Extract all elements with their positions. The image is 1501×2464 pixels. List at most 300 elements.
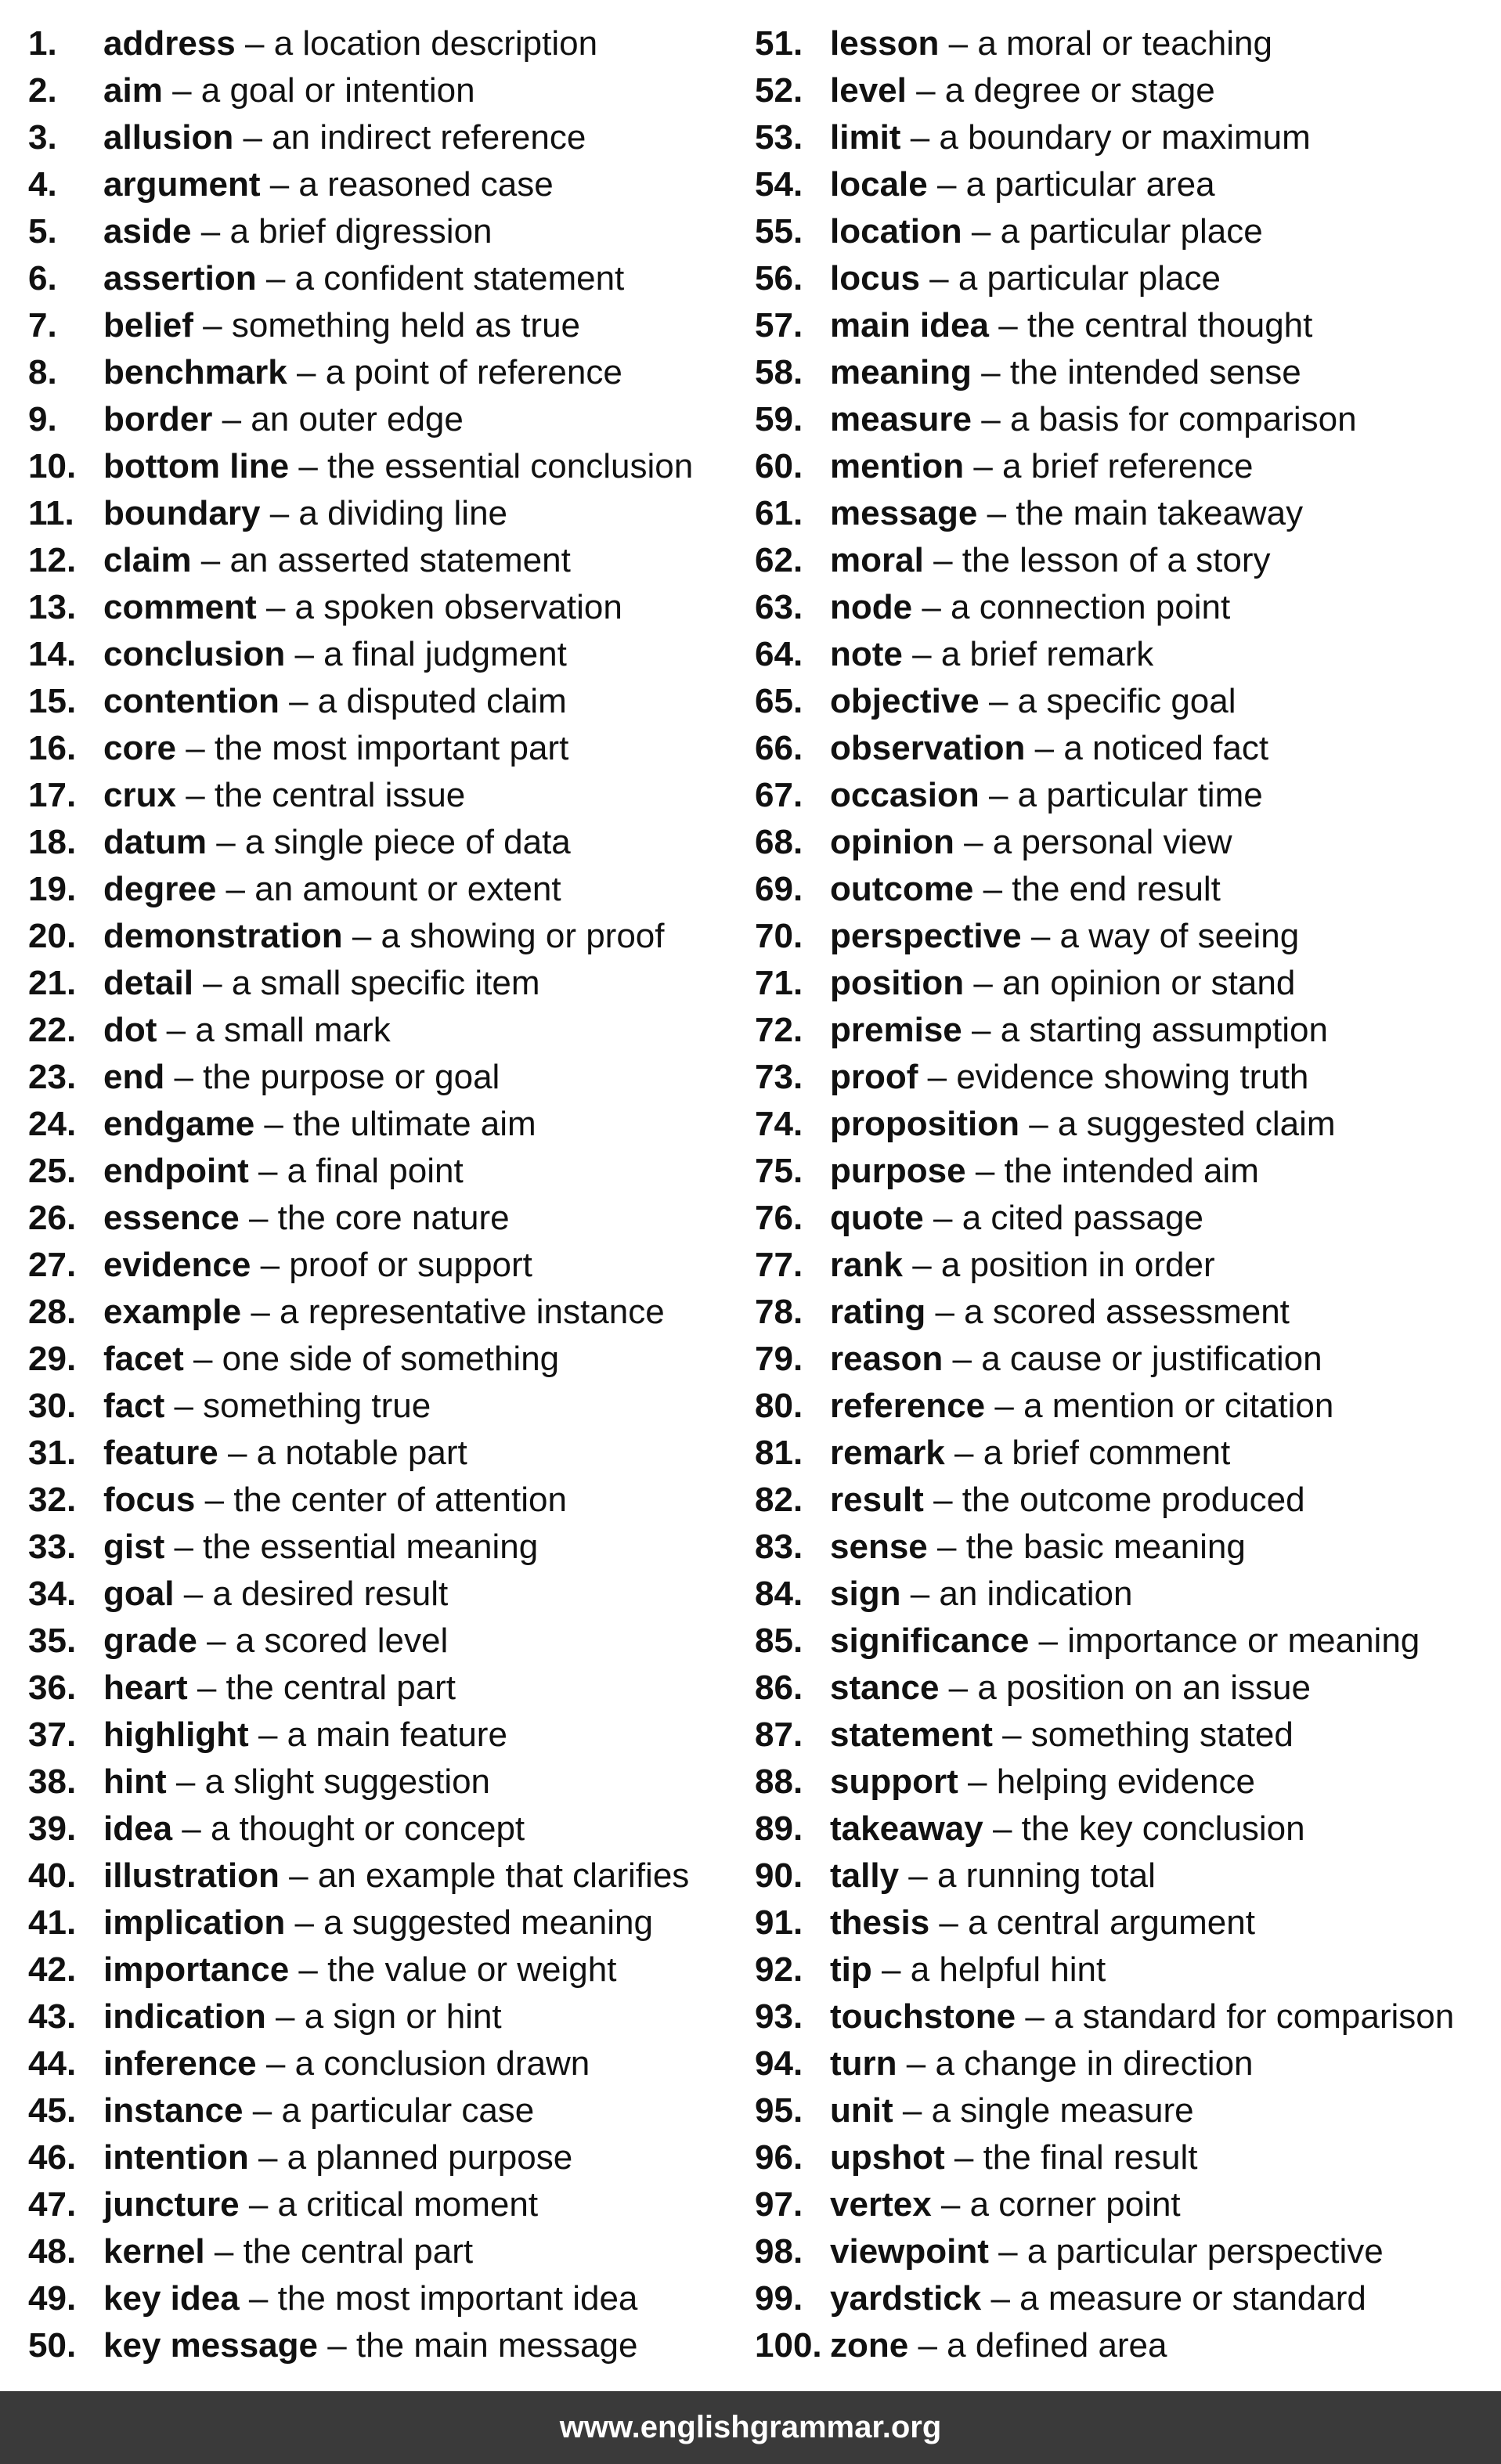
item-term: benchmark xyxy=(103,353,287,391)
item-number: 92. xyxy=(755,1950,803,1989)
item-number: 63. xyxy=(755,588,803,626)
list-item xyxy=(28,960,733,1007)
item-term: implication xyxy=(103,1903,286,1942)
item-definition: – a confident statement xyxy=(265,259,625,298)
list-item xyxy=(755,1571,1491,1618)
item-term: border xyxy=(103,400,213,438)
list-item xyxy=(755,114,1491,161)
item-definition: – a central argument xyxy=(939,1903,1255,1942)
item-term: inference xyxy=(103,2044,257,2083)
item-number: 79. xyxy=(755,1340,803,1378)
item-number: 24. xyxy=(28,1105,77,1143)
item-definition: – one side of something xyxy=(193,1340,560,1378)
list-item xyxy=(755,1806,1491,1853)
item-number: 84. xyxy=(755,1575,803,1613)
item-number: 74. xyxy=(755,1105,803,1143)
item-term: upshot xyxy=(830,2138,945,2177)
list-item xyxy=(755,1054,1491,1101)
item-definition: – the essential conclusion xyxy=(298,447,694,485)
list-item xyxy=(28,1101,733,1148)
list-item xyxy=(28,443,733,490)
item-definition: – a running total xyxy=(908,1856,1156,1895)
item-definition: – a particular perspective xyxy=(998,2232,1384,2271)
item-definition: – a location description xyxy=(245,24,598,63)
item-definition: – a dividing line xyxy=(269,494,508,532)
item-number: 45. xyxy=(28,2091,77,2130)
item-term: instance xyxy=(103,2091,244,2130)
item-definition: – a specific goal xyxy=(988,682,1236,720)
item-definition: – a disputed claim xyxy=(289,682,567,720)
item-term: hint xyxy=(103,1762,167,1801)
list-item xyxy=(28,772,733,819)
item-number: 87. xyxy=(755,1715,803,1754)
item-number: 95. xyxy=(755,2091,803,2130)
item-number: 47. xyxy=(28,2185,77,2224)
item-definition: – a main feature xyxy=(258,1715,507,1754)
list-item xyxy=(755,1665,1491,1712)
list-item xyxy=(28,1007,733,1054)
item-term: importance xyxy=(103,1950,290,1989)
item-term: datum xyxy=(103,823,207,861)
item-number: 93. xyxy=(755,1997,803,2036)
item-number: 65. xyxy=(755,682,803,720)
list-item xyxy=(28,2040,733,2087)
item-definition: – a planned purpose xyxy=(258,2138,573,2177)
item-term: indication xyxy=(103,1997,266,2036)
item-definition: – a particular case xyxy=(252,2091,535,2130)
list-item xyxy=(755,490,1491,537)
item-term: fact xyxy=(103,1387,165,1425)
item-term: yardstick xyxy=(830,2279,982,2318)
list-item xyxy=(28,1618,733,1665)
item-number: 61. xyxy=(755,494,803,532)
list-item xyxy=(755,2087,1491,2134)
item-definition: – the outcome produced xyxy=(933,1481,1305,1519)
item-number: 72. xyxy=(755,1011,803,1049)
item-definition: – the key conclusion xyxy=(992,1809,1305,1848)
list-item xyxy=(28,1289,733,1336)
item-definition: – a particular area xyxy=(936,165,1215,204)
item-number: 3. xyxy=(28,118,57,157)
item-definition: – the central thought xyxy=(998,306,1313,345)
item-definition: – a connection point xyxy=(922,588,1231,626)
item-term: belief xyxy=(103,306,193,345)
item-definition: – the purpose or goal xyxy=(174,1058,500,1096)
item-definition: – a moral or teaching xyxy=(948,24,1272,63)
item-term: claim xyxy=(103,541,192,579)
item-definition: – a particular place xyxy=(929,259,1221,298)
item-definition: – the ultimate aim xyxy=(264,1105,536,1143)
list-item xyxy=(755,2040,1491,2087)
item-definition: – a brief digression xyxy=(200,212,493,251)
item-number: 90. xyxy=(755,1856,803,1895)
list-item xyxy=(755,1148,1491,1195)
list-item xyxy=(755,2275,1491,2322)
list-item xyxy=(755,208,1491,255)
word-list-right-column xyxy=(755,20,1491,2369)
item-term: stance xyxy=(830,1669,940,1707)
item-term: essence xyxy=(103,1199,240,1237)
item-definition: – the value or weight xyxy=(298,1950,617,1989)
item-number: 5. xyxy=(28,212,57,251)
item-number: 14. xyxy=(28,635,77,673)
item-definition: – the most important part xyxy=(186,729,569,767)
item-number: 27. xyxy=(28,1246,77,1284)
item-number: 12. xyxy=(28,541,77,579)
item-definition: – a showing or proof xyxy=(352,917,665,955)
item-term: proof xyxy=(830,1058,918,1096)
item-number: 69. xyxy=(755,870,803,908)
item-term: thesis xyxy=(830,1903,930,1942)
item-definition: – a personal view xyxy=(964,823,1232,861)
item-term: gist xyxy=(103,1528,165,1566)
list-item xyxy=(28,1946,733,1993)
item-term: measure xyxy=(830,400,972,438)
item-number: 71. xyxy=(755,964,803,1002)
item-definition: – a thought or concept xyxy=(182,1809,525,1848)
item-term: statement xyxy=(830,1715,993,1754)
item-definition: – a scored level xyxy=(207,1622,449,1660)
item-definition: – a suggested meaning xyxy=(294,1903,653,1942)
item-term: feature xyxy=(103,1434,218,1472)
item-term: remark xyxy=(830,1434,945,1472)
item-number: 21. xyxy=(28,964,77,1002)
list-item xyxy=(28,678,733,725)
item-number: 20. xyxy=(28,917,77,955)
item-definition: – an amount or extent xyxy=(226,870,561,908)
list-item xyxy=(28,161,733,208)
item-term: level xyxy=(830,71,907,110)
item-number: 98. xyxy=(755,2232,803,2271)
item-definition: – a cause or justification xyxy=(952,1340,1322,1378)
item-number: 60. xyxy=(755,447,803,485)
item-number: 57. xyxy=(755,306,803,345)
item-definition: – something stated xyxy=(1002,1715,1294,1754)
item-definition: – a position on an issue xyxy=(948,1669,1311,1707)
list-item xyxy=(755,678,1491,725)
list-item xyxy=(28,819,733,866)
item-number: 28. xyxy=(28,1293,77,1331)
item-definition: – the main takeaway xyxy=(987,494,1304,532)
list-item xyxy=(28,913,733,960)
list-item xyxy=(28,866,733,913)
item-term: kernel xyxy=(103,2232,205,2271)
item-number: 6. xyxy=(28,259,57,298)
list-item xyxy=(28,631,733,678)
list-item xyxy=(28,2228,733,2275)
list-item xyxy=(755,1007,1491,1054)
list-item xyxy=(755,1195,1491,1242)
list-item xyxy=(28,537,733,584)
item-definition: – the center of attention xyxy=(204,1481,567,1519)
item-term: aim xyxy=(103,71,163,110)
item-number: 34. xyxy=(28,1575,77,1613)
list-item xyxy=(755,20,1491,67)
item-term: rating xyxy=(830,1293,926,1331)
item-term: conclusion xyxy=(103,635,286,673)
list-item xyxy=(755,1759,1491,1806)
word-list-left-column xyxy=(28,20,733,2369)
list-item xyxy=(28,1148,733,1195)
item-number: 68. xyxy=(755,823,803,861)
item-term: assertion xyxy=(103,259,257,298)
item-number: 38. xyxy=(28,1762,77,1801)
list-item xyxy=(28,349,733,396)
list-item xyxy=(28,1571,733,1618)
list-item xyxy=(755,1712,1491,1759)
list-item xyxy=(28,1054,733,1101)
item-term: vertex xyxy=(830,2185,932,2224)
item-term: juncture xyxy=(103,2185,240,2224)
item-term: demonstration xyxy=(103,917,343,955)
list-item xyxy=(28,2275,733,2322)
item-definition: – an indication xyxy=(910,1575,1133,1613)
item-definition: – the central part xyxy=(197,1669,456,1707)
item-number: 19. xyxy=(28,870,77,908)
list-item xyxy=(28,1899,733,1946)
item-definition: – a basis for comparison xyxy=(981,400,1357,438)
item-term: position xyxy=(830,964,965,1002)
list-item xyxy=(28,584,733,631)
list-item xyxy=(755,537,1491,584)
list-item xyxy=(755,67,1491,114)
item-number: 33. xyxy=(28,1528,77,1566)
item-definition: – a scored assessment xyxy=(935,1293,1290,1331)
item-definition: – a noticed fact xyxy=(1034,729,1269,767)
item-term: unit xyxy=(830,2091,893,2130)
list-item xyxy=(28,1430,733,1477)
item-number: 29. xyxy=(28,1340,77,1378)
list-item xyxy=(755,443,1491,490)
item-definition: – a corner point xyxy=(940,2185,1181,2224)
item-definition: – the essential meaning xyxy=(174,1528,539,1566)
item-definition: – an outer edge xyxy=(222,400,464,438)
item-definition: – a representative instance xyxy=(251,1293,665,1331)
item-definition: – a critical moment xyxy=(248,2185,539,2224)
footer-website[interactable]: www.englishgrammar.org xyxy=(559,2410,942,2444)
item-number: 85. xyxy=(755,1622,803,1660)
list-item xyxy=(28,2322,733,2369)
item-number: 53. xyxy=(755,118,803,157)
item-term: outcome xyxy=(830,870,974,908)
list-item xyxy=(28,1665,733,1712)
item-term: core xyxy=(103,729,176,767)
item-number: 9. xyxy=(28,400,57,438)
item-term: bottom line xyxy=(103,447,290,485)
item-definition: – a reasoned case xyxy=(269,165,554,204)
item-term: reason xyxy=(830,1340,944,1378)
item-definition: – a particular place xyxy=(971,212,1263,251)
item-number: 75. xyxy=(755,1152,803,1190)
item-definition: – a change in direction xyxy=(906,2044,1254,2083)
item-definition: – a boundary or maximum xyxy=(910,118,1311,157)
item-term: objective xyxy=(830,682,980,720)
item-number: 97. xyxy=(755,2185,803,2224)
item-definition: – a single measure xyxy=(902,2091,1194,2130)
item-number: 70. xyxy=(755,917,803,955)
item-number: 11. xyxy=(28,494,74,532)
item-number: 100. xyxy=(755,2326,822,2365)
list-item xyxy=(28,1993,733,2040)
item-definition: – the core nature xyxy=(248,1199,510,1237)
item-number: 56. xyxy=(755,259,803,298)
item-term: detail xyxy=(103,964,193,1002)
item-term: mention xyxy=(830,447,965,485)
item-number: 30. xyxy=(28,1387,77,1425)
item-number: 81. xyxy=(755,1434,803,1472)
item-definition: – importance or meaning xyxy=(1038,1622,1420,1660)
item-definition: – the final result xyxy=(954,2138,1198,2177)
item-term: aside xyxy=(103,212,192,251)
item-number: 86. xyxy=(755,1669,803,1707)
list-item xyxy=(755,725,1491,772)
item-number: 7. xyxy=(28,306,57,345)
item-number: 36. xyxy=(28,1669,77,1707)
item-number: 16. xyxy=(28,729,77,767)
item-definition: – the intended sense xyxy=(981,353,1301,391)
list-item xyxy=(755,2228,1491,2275)
list-item xyxy=(755,584,1491,631)
item-term: message xyxy=(830,494,978,532)
item-term: significance xyxy=(830,1622,1030,1660)
item-term: facet xyxy=(103,1340,184,1378)
item-definition: – the central issue xyxy=(186,776,466,814)
item-number: 8. xyxy=(28,353,57,391)
item-term: main idea xyxy=(830,306,989,345)
item-term: evidence xyxy=(103,1246,251,1284)
item-number: 40. xyxy=(28,1856,77,1895)
item-number: 88. xyxy=(755,1762,803,1801)
item-number: 46. xyxy=(28,2138,77,2177)
item-number: 76. xyxy=(755,1199,803,1237)
item-definition: – a spoken observation xyxy=(265,588,622,626)
item-term: rank xyxy=(830,1246,903,1284)
item-definition: – a standard for comparison xyxy=(1025,1997,1455,2036)
list-item xyxy=(755,1899,1491,1946)
list-item xyxy=(28,1195,733,1242)
item-term: sense xyxy=(830,1528,928,1566)
item-term: limit xyxy=(830,118,901,157)
list-item xyxy=(28,1712,733,1759)
list-item xyxy=(755,1618,1491,1665)
item-term: boundary xyxy=(103,494,261,532)
item-term: endgame xyxy=(103,1105,255,1143)
list-item xyxy=(755,396,1491,443)
list-item xyxy=(755,1336,1491,1383)
item-term: locale xyxy=(830,165,928,204)
item-definition: – an indirect reference xyxy=(243,118,586,157)
item-definition: – a point of reference xyxy=(297,353,622,391)
item-definition: – a final judgment xyxy=(294,635,567,673)
item-term: locus xyxy=(830,259,920,298)
list-item xyxy=(28,725,733,772)
item-definition: – a desired result xyxy=(183,1575,449,1613)
list-item xyxy=(755,1524,1491,1571)
item-number: 82. xyxy=(755,1481,803,1519)
item-number: 77. xyxy=(755,1246,803,1284)
item-term: sign xyxy=(830,1575,901,1613)
item-number: 58. xyxy=(755,353,803,391)
item-number: 67. xyxy=(755,776,803,814)
item-term: grade xyxy=(103,1622,197,1660)
item-definition: – the most important idea xyxy=(248,2279,638,2318)
item-term: location xyxy=(830,212,962,251)
item-term: highlight xyxy=(103,1715,249,1754)
item-definition: – a defined area xyxy=(918,2326,1167,2365)
item-number: 80. xyxy=(755,1387,803,1425)
item-number: 44. xyxy=(28,2044,77,2083)
list-item xyxy=(28,2181,733,2228)
item-definition: – the intended aim xyxy=(975,1152,1259,1190)
list-item xyxy=(28,2134,733,2181)
item-term: contention xyxy=(103,682,280,720)
item-definition: – a suggested claim xyxy=(1029,1105,1336,1143)
item-number: 37. xyxy=(28,1715,77,1754)
item-number: 51. xyxy=(755,24,803,63)
item-term: tally xyxy=(830,1856,900,1895)
item-definition: – a starting assumption xyxy=(972,1011,1328,1049)
list-item xyxy=(755,1101,1491,1148)
item-definition: – a mention or citation xyxy=(994,1387,1334,1425)
list-item xyxy=(28,2087,733,2134)
item-number: 94. xyxy=(755,2044,803,2083)
item-term: dot xyxy=(103,1011,157,1049)
list-item xyxy=(755,2181,1491,2228)
item-definition: – a small specific item xyxy=(203,964,540,1002)
item-definition: – a degree or stage xyxy=(916,71,1215,110)
item-number: 22. xyxy=(28,1011,77,1049)
item-definition: – a position in order xyxy=(912,1246,1215,1284)
item-term: zone xyxy=(830,2326,909,2365)
item-term: endpoint xyxy=(103,1152,249,1190)
item-term: illustration xyxy=(103,1856,280,1895)
list-item xyxy=(28,1806,733,1853)
list-item xyxy=(28,490,733,537)
item-number: 32. xyxy=(28,1481,77,1519)
item-definition: – the central part xyxy=(214,2232,474,2271)
list-item xyxy=(755,631,1491,678)
item-number: 26. xyxy=(28,1199,77,1237)
item-number: 4. xyxy=(28,165,57,204)
item-term: goal xyxy=(103,1575,175,1613)
item-number: 1. xyxy=(28,24,57,63)
item-term: premise xyxy=(830,1011,962,1049)
item-term: heart xyxy=(103,1669,188,1707)
item-term: tip xyxy=(830,1950,872,1989)
item-term: key message xyxy=(103,2326,318,2365)
list-item xyxy=(755,819,1491,866)
item-definition: – a particular time xyxy=(988,776,1263,814)
list-item xyxy=(755,1430,1491,1477)
item-number: 55. xyxy=(755,212,803,251)
item-number: 41. xyxy=(28,1903,77,1942)
list-item xyxy=(755,1242,1491,1289)
item-number: 52. xyxy=(755,71,803,110)
item-number: 15. xyxy=(28,682,77,720)
item-term: argument xyxy=(103,165,261,204)
item-term: turn xyxy=(830,2044,897,2083)
item-definition: – helping evidence xyxy=(968,1762,1255,1801)
item-definition: – a measure or standard xyxy=(990,2279,1366,2318)
item-definition: – a conclusion drawn xyxy=(265,2044,590,2083)
item-term: observation xyxy=(830,729,1026,767)
list-item xyxy=(28,1759,733,1806)
item-term: idea xyxy=(103,1809,173,1848)
list-item xyxy=(755,255,1491,302)
item-term: occasion xyxy=(830,776,980,814)
list-item xyxy=(28,396,733,443)
item-term: takeaway xyxy=(830,1809,983,1848)
